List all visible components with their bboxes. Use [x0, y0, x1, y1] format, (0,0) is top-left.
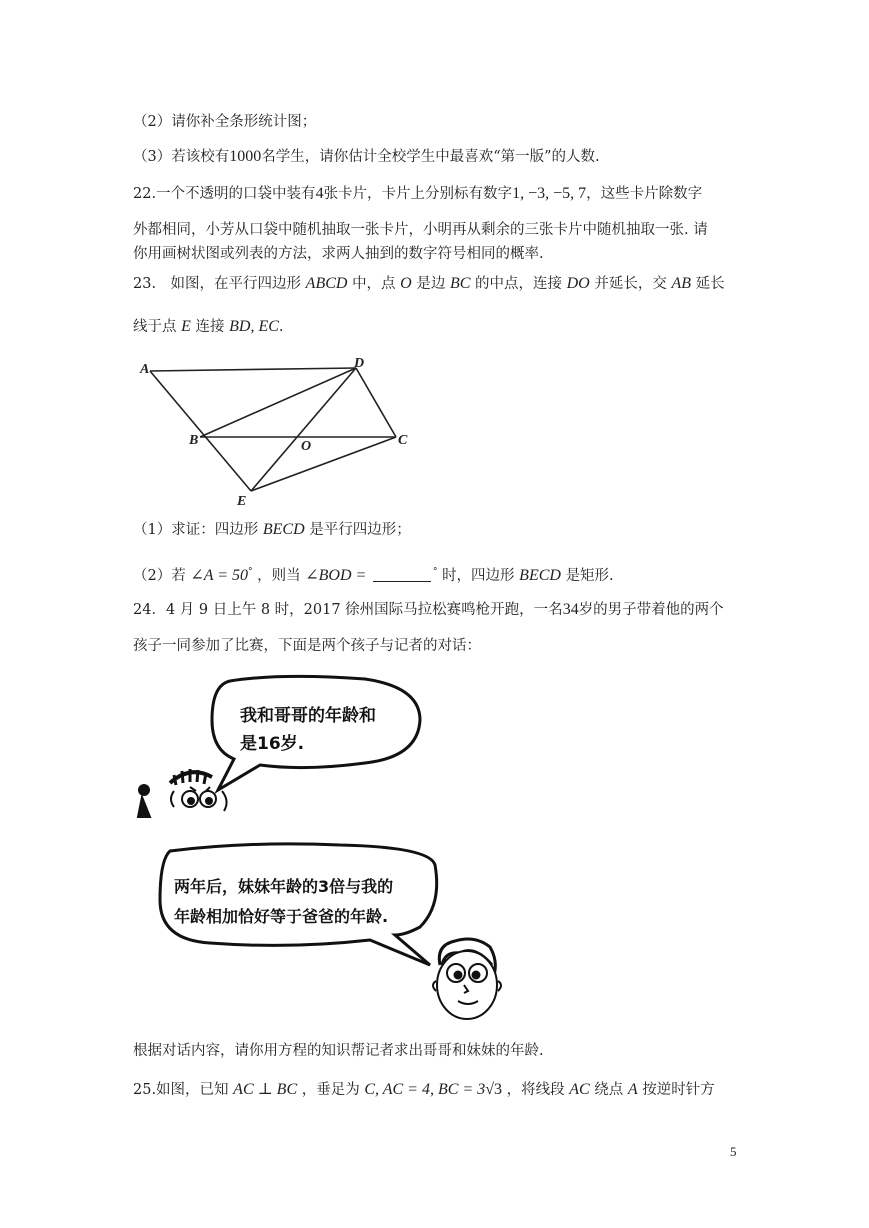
- label-a: A: [140, 362, 150, 377]
- q22-line2: 外都相同，小芳从口袋中随机抽取一张卡片，小明再从剩余的三张卡片中随机抽取一张. 请: [133, 222, 708, 238]
- segment-de: [251, 368, 356, 491]
- label-o: O: [301, 439, 312, 454]
- q25-line1: 25.如图，已知 AC ⊥ BC ，垂足为 C, AC = 4, BC = 3√3 ，将线段 AC 绕点 A 按逆时针方: [133, 1081, 715, 1098]
- speech-bubble-brother: [160, 844, 437, 965]
- segment-ae: [150, 371, 251, 491]
- boy-character-icon: [433, 939, 501, 1019]
- bubble1-line1: 我和哥哥的年龄和: [240, 706, 376, 726]
- q21-part3: （3）若该校有1000名学生，请你估计全校学生中最喜欢“第一版”的人数.: [133, 148, 600, 165]
- speech-bubble-sister: [212, 676, 420, 790]
- segment-dc: [356, 368, 396, 437]
- bubble1-line2: 是16岁.: [240, 734, 305, 754]
- q24-line2: 孩子一同参加了比赛，下面是两个孩子与记者的对话：: [133, 638, 481, 654]
- bubble2-line1: 两年后，妹妹年龄的3倍与我的: [174, 877, 394, 896]
- q24-line1: 24．4 月 9 日上午 8 时，2017 徐州国际马拉松赛鸣枪开跑，一名34岁的男子带着他的两个: [133, 601, 724, 618]
- parallelogram-figure: [130, 355, 430, 510]
- q23-line1: 23. 如图，在平行四边形 ABCD 中，点 O 是边 BC 的中点，连接 DO 并延长，交 AB 延长: [133, 275, 725, 292]
- q22-line1: 22.一个不透明的口袋中装有4张卡片，卡片上分别标有数字1, −3, −5, 7，这些卡片除数字: [133, 185, 703, 202]
- page-number: 5: [730, 1144, 737, 1159]
- label-c: C: [398, 433, 408, 448]
- segment-ec: [251, 437, 396, 491]
- q24-instruction: 根据对话内容，请你用方程的知识帮记者求出哥哥和妹妹的年龄.: [133, 1043, 544, 1059]
- label-d: D: [354, 356, 365, 371]
- q23-part1: （1）求证：四边形 BECD 是平行四边形；: [133, 521, 411, 538]
- q23-part2: （2）若 ∠A = 50° ，则当 ∠BOD = ° 时，四边形 BECD 是矩形.: [133, 567, 614, 584]
- girl-character-icon: [138, 769, 227, 817]
- q22-line3: 你用画树状图或列表的方法，求两人抽到的数字符号相同的概率.: [133, 246, 544, 262]
- label-b: B: [189, 433, 199, 448]
- label-e: E: [237, 494, 247, 509]
- dialogue-cartoon: [130, 665, 520, 1035]
- q21-part2: （2）请你补全条形统计图；: [133, 114, 317, 130]
- segment-ad: [150, 368, 356, 371]
- q23-line2: 线于点 E 连接 BD, EC.: [133, 318, 284, 335]
- answer-blank[interactable]: [373, 567, 431, 582]
- segment-bd: [200, 368, 356, 437]
- bubble2-line2: 年龄相加恰好等于爸爸的年龄.: [174, 907, 389, 926]
